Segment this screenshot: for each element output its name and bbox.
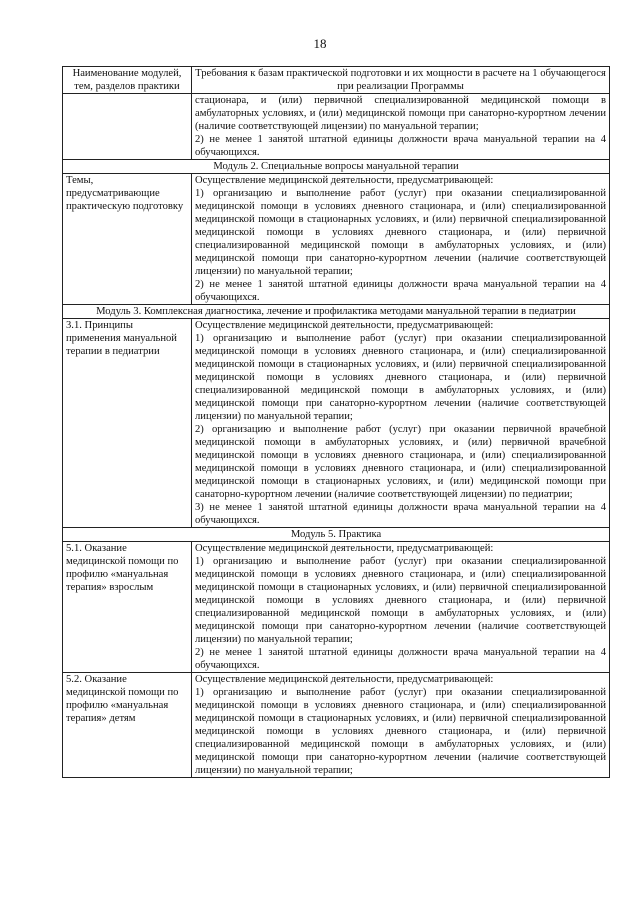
requirements-cell: [192, 319, 610, 528]
requirement-paragraph: 2) не менее 1 занятой штатной единицы должности врача мануальной терапии на 4 обучающихся.: [195, 647, 606, 671]
table-row: [63, 94, 610, 160]
table-row: [63, 174, 610, 305]
module-title: Модуль 2. Специальные вопросы мануальной терапии: [63, 160, 610, 174]
requirements-cell: [192, 94, 610, 160]
table-body: [63, 94, 610, 778]
requirement-paragraph: 2) не менее 1 занятой штатной единицы должности врача мануальной терапии на 4 обучающихся.: [195, 279, 606, 303]
requirements-cell: [192, 542, 610, 673]
requirement-paragraph: 2) не менее 1 занятой штатной единицы должности врача мануальной терапии на 4 обучающихся.: [195, 134, 606, 158]
header-col-modules: Наименование модулей, тем, разделов практики: [63, 67, 192, 94]
requirement-paragraph: Осуществление медицинской деятельности, предусматривающей:: [195, 543, 494, 554]
module-heading-row: [63, 160, 610, 174]
table-header-row: [63, 67, 610, 94]
table-row: [63, 319, 610, 528]
requirement-paragraph: Осуществление медицинской деятельности, предусматривающей:: [195, 175, 494, 186]
topic-cell: 5.2. Оказание медицинской помощи по профилю «мануальная терапия» детям: [63, 673, 192, 778]
module-heading-row: [63, 305, 610, 319]
requirement-paragraph: Осуществление медицинской деятельности, предусматривающей:: [195, 320, 494, 331]
requirement-paragraph: 1) организацию и выполнение работ (услуг) при оказании специализированной медицинской помощи в условиях дневного стационара, и (или) специализированной медицинской помощи в стационарных условиях, и (или) первичной специализированной медицинской помощи в условиях дневного стационара, и (или) первичной специализированной медицинской помощи в амбулаторных условиях, и (или) медицинской помощи при санаторно-курортном лечении (наличие соответствующей лицензии) по мануальной терапии;: [195, 333, 606, 422]
topic-cell: 5.1. Оказание медицинской помощи по профилю «мануальная терапия» взрослым: [63, 542, 192, 673]
requirements-table: [62, 66, 610, 778]
requirements-cell: [192, 174, 610, 305]
requirements-cell: [192, 673, 610, 778]
requirement-paragraph: Осуществление медицинской деятельности, предусматривающей:: [195, 674, 494, 685]
module-title: Модуль 3. Комплексная диагностика, лечение и профилактика методами мануальной терапии в педиатрии: [63, 305, 610, 319]
table-row: [63, 673, 610, 778]
module-heading-row: [63, 528, 610, 542]
page-number: 18: [313, 36, 327, 51]
requirement-paragraph: 1) организацию и выполнение работ (услуг) при оказании специализированной медицинской помощи в условиях дневного стационара, и (или) специализированной медицинской помощи в стационарных условиях, и (или) первичной специализированной медицинской помощи в условиях дневного стационара, и (или) первичной специализированной медицинской помощи в амбулаторных условиях, и (или) медицинской помощи при санаторно-курортном лечении (наличие соответствующей лицензии) по мануальной терапии;: [195, 687, 606, 776]
topic-cell: [63, 94, 192, 160]
requirement-paragraph: 3) не менее 1 занятой штатной единицы должности врача мануальной терапии на 4 обучающихся.: [195, 502, 606, 526]
requirement-paragraph: 1) организацию и выполнение работ (услуг) при оказании специализированной медицинской помощи в условиях дневного стационара, и (или) специализированной медицинской помощи в стационарных условиях, и (или) первичной специализированной медицинской помощи в условиях дневного стационара, и (или) первичной специализированной медицинской помощи в амбулаторных условиях, и (или) медицинской помощи при санаторно-курортном лечении (наличие соответствующей лицензии) по мануальной терапии;: [195, 556, 606, 645]
header-col-requirements: Требования к базам практической подготовки и их мощности в расчете на 1 обучающегося при реализации Программы: [192, 67, 610, 94]
requirement-paragraph: 1) организацию и выполнение работ (услуг) при оказании специализированной медицинской помощи в условиях дневного стационара, и (или) специализированной медицинской помощи в стационарных условиях, и (или) первичной специализированной медицинской помощи в условиях дневного стационара, и (или) первичной специализированной медицинской помощи в амбулаторных условиях, и (или) медицинской помощи при санаторно-курортном лечении (наличие соответствующей лицензии) по мануальной терапии;: [195, 188, 606, 277]
topic-cell: Темы, предусматривающие практическую подготовку: [63, 174, 192, 305]
topic-cell: 3.1. Принципы применения мануальной терапии в педиатрии: [63, 319, 192, 528]
requirement-paragraph: 2) организацию и выполнение работ (услуг) при оказании первичной врачебной медицинской помощи в амбулаторных условиях, и (или) первичной врачебной медицинской помощи в условиях дневного стационара, и (или) специализированной медицинской помощи в условиях дневного стационара, и (или) специализированной медицинской помощи в стационарных условиях, и (или) медицинской помощи при санаторно-курортном лечении (наличие соответствующей лицензии) по педиатрии;: [195, 424, 606, 500]
module-title: Модуль 5. Практика: [63, 528, 610, 542]
requirement-paragraph: стационара, и (или) первичной специализированной медицинской помощи в амбулаторных условиях, и (или) медицинской помощи при санаторно-курортном лечении (наличие соответствующей лицензии) по мануальной терапии;: [195, 95, 606, 132]
table-row: [63, 542, 610, 673]
